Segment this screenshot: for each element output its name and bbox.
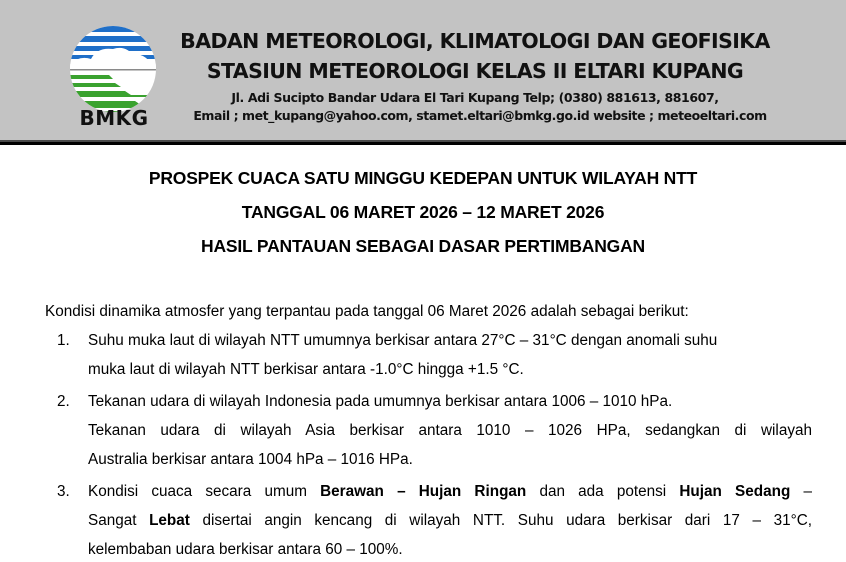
contacts: Email ; met_kupang@yahoo.com, stamet.eltari@bmkg.go.id website ; meteoeltari.com bbox=[193, 108, 767, 123]
letterhead-divider-thick bbox=[0, 142, 846, 145]
org-name: BADAN METEOROLOGI, KLIMATOLOGI DAN GEOFISIKA bbox=[180, 29, 770, 53]
list-number: 3. bbox=[57, 483, 70, 500]
logo-wordmark: BMKG bbox=[79, 106, 149, 130]
bmkg-logo-icon bbox=[69, 25, 157, 113]
list-number: 1. bbox=[57, 332, 70, 349]
list-item-line bbox=[88, 482, 812, 502]
list-item-line: Australia berkisar antara 1004 hPa – 1016 HPa. bbox=[88, 451, 413, 468]
list-item-line: Tekanan udara di wilayah Indonesia pada umumnya berkisar antara 1006 – 1010 hPa. bbox=[88, 393, 673, 410]
list-item-line: muka laut di wilayah NTT berkisar antara -1.0°C hingga +1.5 °C. bbox=[88, 361, 524, 378]
list-item-line: kelembaban udara berkisar antara 60 – 100%. bbox=[88, 541, 403, 558]
address: Jl. Adi Sucipto Bandar Udara El Tari Kupang Telp; (0380) 881613, 881607, bbox=[231, 90, 719, 105]
intro-paragraph: Kondisi dinamika atmosfer yang terpantau pada tanggal 06 Maret 2026 adalah sebagai berikut: bbox=[45, 303, 689, 320]
doc-title: PROSPEK CUACA SATU MINGGU KEDEPAN UNTUK WILAYAH NTT bbox=[148, 168, 698, 188]
text-segment: – bbox=[790, 483, 813, 500]
list-number: 2. bbox=[57, 393, 70, 410]
bold-segment: Hujan Sedang bbox=[679, 483, 791, 500]
doc-date-range: TANGGAL 06 MARET 2026 – 12 MARET 2026 bbox=[241, 202, 605, 222]
doc-subtitle: HASIL PANTAUAN SEBAGAI DASAR PERTIMBANGAN bbox=[201, 236, 645, 256]
station-name: STASIUN METEOROLOGI KELAS II ELTARI KUPANG bbox=[206, 59, 744, 83]
org-block bbox=[160, 26, 790, 108]
list-item-line: Tekanan udara di wilayah Asia berkisar antara 1010 – 1026 HPa, sedangkan di wilayah bbox=[88, 422, 812, 439]
text-segment: disertai angin kencang di wilayah NTT. Suhu udara berkisar dari 17 – 31°C, bbox=[189, 512, 813, 529]
text-segment: dan ada potensi bbox=[526, 483, 680, 500]
text-segment: Kondisi cuaca secara umum bbox=[88, 483, 321, 500]
text-segment: Sangat bbox=[88, 512, 150, 529]
list-item-line: Suhu muka laut di wilayah NTT umumnya berkisar antara 27°C – 31°C dengan anomali suhu bbox=[88, 332, 718, 349]
bold-segment: Lebat bbox=[149, 512, 190, 529]
list-item-line bbox=[88, 511, 812, 531]
bold-segment: Berawan – Hujan Ringan bbox=[320, 483, 527, 500]
